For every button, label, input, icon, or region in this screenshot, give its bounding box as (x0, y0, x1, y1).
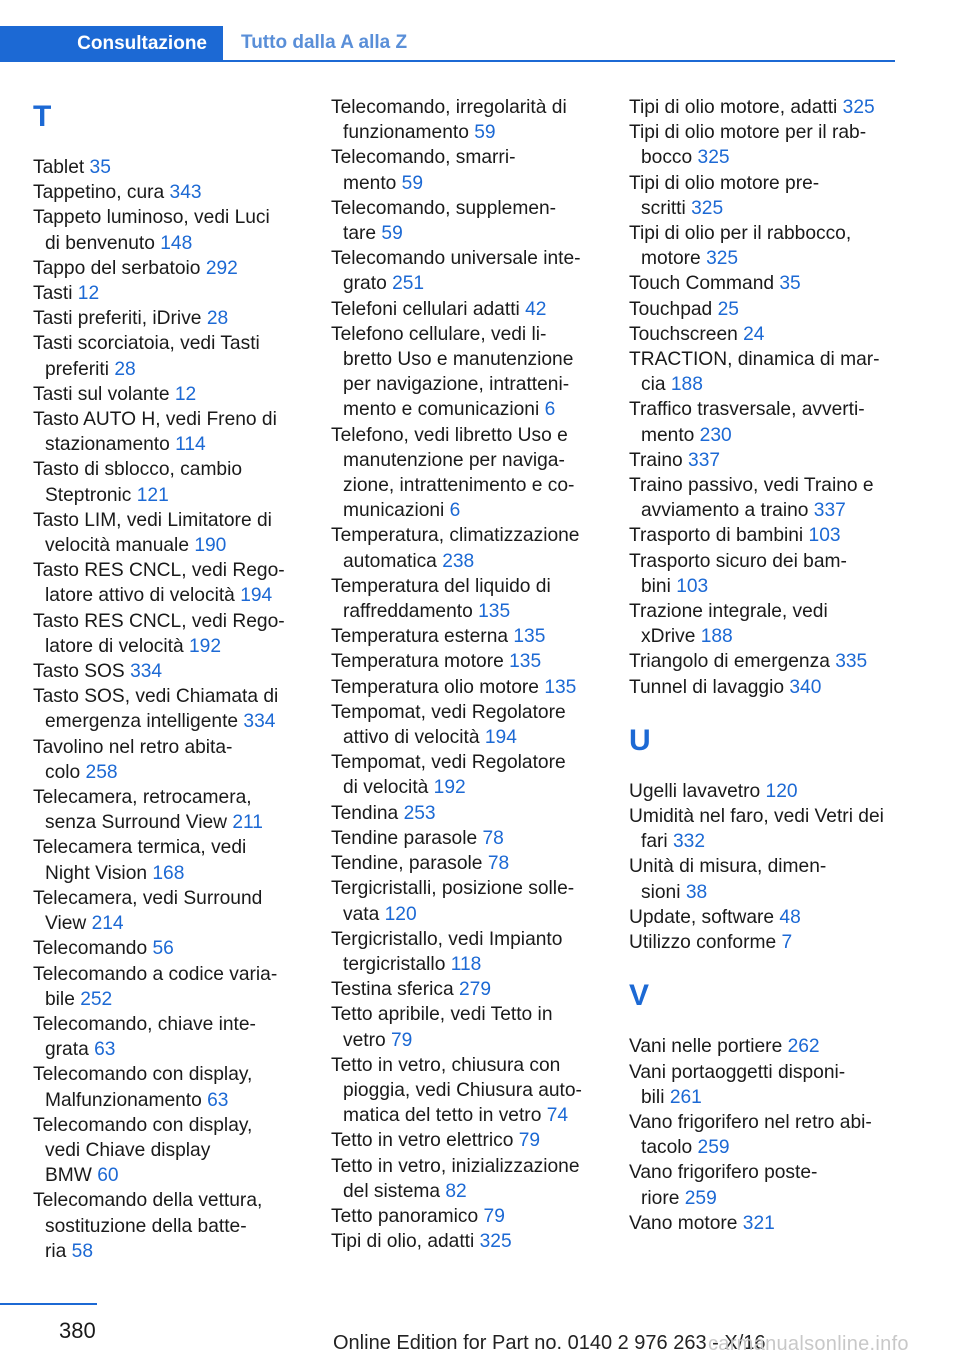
index-entry (629, 171, 894, 221)
page-reference-link[interactable]: 194 (240, 585, 273, 607)
index-entry-text: Tetto in vetro, chiusura con pioggia, vedi Chiusura auto‐ matica del tetto in vetro (331, 1054, 582, 1127)
index-entry-text: Tasti scorciatoia, vedi Tasti preferiti (33, 333, 260, 380)
index-entry-text: Telecomando della vettura, sostituzione della batte‐ ria (33, 1190, 263, 1262)
index-entry (331, 1229, 596, 1254)
page-reference-link[interactable]: 6 (544, 399, 556, 421)
index-entry (629, 1110, 894, 1160)
index-entry-text: Telecamera, vedi Surround View (33, 887, 263, 935)
page-reference-link[interactable]: 340 (789, 676, 822, 698)
index-entry-text: Vano frigorifero nel retro abi‐ tacolo (629, 1111, 872, 1159)
index-entry (629, 95, 894, 120)
index-entry-text: Telecomando, supplemen‐ tare (331, 197, 557, 245)
index-entry (331, 95, 596, 145)
index-entry (331, 1204, 596, 1229)
index-entry (629, 271, 894, 296)
index-entry (629, 120, 894, 170)
index-letter-heading: U (629, 723, 651, 757)
index-entry-text: Tetto in vetro, inizializzazione del sistema (331, 1155, 580, 1202)
index-entry (629, 804, 894, 854)
page-reference-link[interactable]: 238 (442, 550, 475, 572)
page-reference-link[interactable]: 24 (743, 323, 765, 345)
index-column-2 (331, 95, 596, 1254)
index-entry (33, 306, 298, 331)
index-entry-text: Tasto SOS, vedi Chiamata di emergenza intelligente (33, 686, 279, 733)
page-reference-link[interactable]: 192 (189, 635, 222, 657)
index-letter-heading: T (33, 100, 52, 133)
index-entry (629, 523, 894, 548)
index-entry (629, 297, 894, 322)
page-reference-link[interactable]: 56 (152, 938, 174, 960)
index-entry-text: Unità di misura, dimen‐ sioni (629, 856, 827, 903)
index-entry (331, 750, 596, 800)
index-entry (33, 155, 298, 180)
index-entry-text: Telefono, vedi libretto Uso e manutenzione per naviga‐ zione, intrattenimento e co‐ municazioni (331, 424, 575, 522)
index-entry-text: Vani portaoggetti disponi‐ bili (629, 1061, 846, 1108)
page-reference-link[interactable]: 12 (174, 383, 197, 405)
index-entry-text: Trasporto di bambini (629, 525, 804, 547)
index-entry-text: Tempomat, vedi Regolatore attivo di velocità (331, 701, 566, 749)
page-reference-link[interactable]: 148 (160, 232, 193, 254)
page-reference-link[interactable]: 120 (765, 780, 798, 802)
index-entry (33, 256, 298, 281)
index-entry-text: Tipi di olio motore pre‐ scritti (629, 172, 820, 219)
index-entry (331, 927, 596, 977)
index-entry (33, 1188, 298, 1264)
page-reference-link[interactable]: 28 (206, 308, 229, 330)
index-entry-text: Tasto RES CNCL, vedi Rego‐ latore di velocità (33, 610, 285, 657)
index-entry (331, 700, 596, 750)
index-entry-text: Tappo del serbatoio (33, 257, 201, 279)
index-entry (331, 1154, 596, 1204)
page-reference-link[interactable]: 59 (401, 172, 424, 194)
page-reference-link[interactable]: 60 (97, 1165, 119, 1187)
page-reference-link[interactable]: 79 (391, 1029, 413, 1051)
index-entry (331, 624, 596, 649)
page-reference-link[interactable]: 135 (544, 676, 577, 698)
index-entry-text: Temperatura esterna (331, 626, 509, 648)
page-reference-link[interactable]: 337 (688, 449, 721, 471)
page-reference-link[interactable]: 103 (676, 575, 709, 597)
page-reference-link[interactable]: 48 (779, 906, 801, 928)
index-entry (33, 735, 298, 785)
index-entry-text: Tempomat, vedi Regolatore di velocità (331, 752, 566, 799)
index-entry (331, 297, 596, 322)
index-entry (331, 1128, 596, 1153)
index-entry (33, 508, 298, 558)
page-reference-link[interactable]: 188 (670, 374, 703, 396)
index-entry (33, 962, 298, 1012)
page-reference-link[interactable]: 135 (478, 601, 511, 623)
index-entry (331, 649, 596, 674)
index-entry-text: Tetto panoramico (331, 1205, 479, 1227)
page-reference-link[interactable]: 74 (546, 1105, 569, 1127)
index-entry (33, 936, 298, 961)
index-entry (33, 281, 298, 306)
index-entry (629, 779, 894, 804)
index-entry-text: Triangolo di emergenza (629, 651, 830, 673)
index-entry-text: Touchpad (629, 298, 713, 320)
page-reference-link[interactable]: 12 (77, 283, 100, 305)
page-reference-link[interactable]: 79 (518, 1130, 541, 1152)
index-column-3 (629, 95, 894, 1236)
index-entry (331, 196, 596, 246)
index-entry-text: Tendine, parasole (331, 853, 483, 875)
index-entry-text: Tavolino nel retro abita‐ colo (33, 736, 233, 783)
page-reference-link[interactable]: 332 (673, 831, 706, 853)
page-reference-link[interactable]: 63 (94, 1039, 116, 1061)
page-reference-link[interactable]: 135 (509, 651, 542, 673)
index-entry-text: Temperatura del liquido di raffreddamento (331, 575, 551, 623)
index-entry-text: TRACTION, dinamica di mar‐ cia (629, 349, 880, 396)
index-entry-text: Traino passivo, vedi Traino e avviamento a traino (629, 475, 874, 522)
index-entry (33, 558, 298, 608)
index-entry-text: Vano frigorifero poste‐ riore (629, 1162, 818, 1209)
index-entry-text: Tablet (33, 157, 85, 178)
index-entry-text: Tappetino, cura (33, 182, 165, 204)
index-entry-text: Vano motore (629, 1212, 738, 1234)
index-entry-text: Touch Command (629, 273, 775, 295)
page-reference-link[interactable]: 59 (381, 223, 403, 245)
index-entry-text: Telefoni cellulari adatti (331, 298, 520, 320)
index-entry-text: Vani nelle portiere (629, 1036, 783, 1058)
index-entry (33, 785, 298, 835)
page-reference-link[interactable]: 42 (525, 298, 547, 320)
index-entry-text: Tetto in vetro elettrico (331, 1130, 514, 1152)
index-entry (331, 826, 596, 851)
page-reference-link[interactable]: 325 (842, 97, 875, 118)
index-entry-text: Telecamera termica, vedi Night Vision (33, 837, 247, 884)
page-reference-link[interactable]: 188 (700, 626, 733, 648)
index-entry-text: Traffico trasversale, avverti‐ mento (629, 399, 865, 446)
index-entry-text: Tasti preferiti, iDrive (33, 308, 202, 330)
page-reference-link[interactable]: 192 (433, 777, 466, 799)
index-entry (33, 382, 298, 407)
index-entry-text: Tipi di olio motore, adatti (629, 97, 838, 118)
index-entry (33, 457, 298, 507)
index-entry (33, 886, 298, 936)
index-entry (629, 905, 894, 930)
index-entry (629, 649, 894, 674)
page-reference-link[interactable]: 78 (487, 853, 510, 875)
page-reference-link[interactable]: 334 (243, 711, 276, 733)
index-entry (629, 221, 894, 271)
page-reference-link[interactable]: 120 (384, 903, 417, 925)
index-entry (33, 1062, 298, 1112)
index-entry-text: Tasti sul volante (33, 383, 170, 405)
page-reference-link[interactable]: 259 (684, 1187, 717, 1209)
index-entry (629, 599, 894, 649)
index-entry (33, 407, 298, 457)
index-entry-text: Telecomando, smarri‐ mento (331, 147, 516, 194)
index-entry (331, 675, 596, 700)
index-entry (331, 801, 596, 826)
index-entry (629, 1160, 894, 1210)
index-entry (331, 423, 596, 524)
index-entry-text: Tasto LIM, vedi Limitatore di velocità manuale (33, 509, 272, 557)
page-reference-link[interactable]: 59 (474, 122, 496, 144)
index-entry-text: Tunnel di lavaggio (629, 676, 785, 698)
index-entry (331, 246, 596, 296)
index-entry (629, 930, 894, 955)
index-entry (331, 322, 596, 423)
page-reference-link[interactable]: 325 (479, 1231, 512, 1253)
index-entry-text: Update, software (629, 906, 775, 928)
index-entry-text: Trasporto sicuro dei bam‐ bini (629, 550, 847, 597)
page-reference-link[interactable]: 325 (697, 147, 730, 169)
section-tab: Consultazione (0, 26, 223, 62)
edition-text: Online Edition for Part no. 0140 2 976 263 - X/16 (333, 1332, 766, 1354)
index-entry-text: Tappeto luminoso, vedi Luci di benvenuto (33, 207, 270, 254)
index-entry-text: Tasti (33, 283, 73, 305)
index-entry-text: Telecamera, retrocamera, senza Surround View (33, 787, 252, 834)
index-entry (331, 1002, 596, 1052)
index-entry-text: Telecomando, chiave inte‐ grata (33, 1013, 256, 1061)
page-reference-link[interactable]: 279 (458, 979, 491, 1001)
page-reference-link[interactable]: 118 (450, 953, 482, 975)
page-reference-link[interactable]: 292 (205, 257, 238, 279)
index-entry-text: Tendine parasole (331, 827, 478, 849)
index-entry-text: Tipi di olio per il rabbocco, motore (629, 223, 852, 270)
index-entry (33, 1012, 298, 1062)
page-reference-link[interactable]: 114 (175, 434, 206, 456)
index-entry (33, 205, 298, 255)
index-entry (331, 851, 596, 876)
index-entry-text: Umidità nel faro, vedi Vetri dei fari (629, 806, 884, 853)
page-reference-link[interactable]: 325 (706, 248, 739, 270)
page-reference-link[interactable]: 334 (130, 661, 163, 683)
index-entry (629, 854, 894, 904)
page-reference-link[interactable]: 25 (717, 298, 739, 320)
index-entry (33, 331, 298, 381)
index-entry (331, 876, 596, 926)
index-entry (629, 1211, 894, 1236)
page-reference-link[interactable]: 258 (85, 761, 118, 783)
page-reference-link[interactable]: 38 (685, 881, 708, 903)
page-reference-link[interactable]: 325 (691, 197, 724, 219)
page-reference-link[interactable]: 262 (787, 1036, 820, 1058)
index-entry-text: Traino (629, 449, 683, 471)
index-entry-text: Telefono cellulare, vedi li‐ bretto Uso e manutenzione per navigazione, intratteni‐ mento e comunicazioni (331, 323, 574, 421)
page-header (0, 26, 895, 62)
header-rule (0, 60, 895, 62)
index-entry (331, 145, 596, 195)
page-reference-link[interactable]: 252 (80, 988, 113, 1010)
index-entry (629, 397, 894, 447)
index-entry-text: Telecomando a codice varia‐ bile (33, 963, 278, 1010)
index-entry (629, 675, 894, 700)
index-entry (331, 523, 596, 573)
index-entry (33, 1113, 298, 1189)
index-entry-text: Tendina (331, 802, 399, 824)
page-reference-link[interactable]: 251 (392, 273, 425, 295)
index-entry (629, 473, 894, 523)
index-entry-text: Telecomando universale inte‐ grato (331, 248, 581, 295)
index-entry-text: Telecomando con display, Malfunzionamento (33, 1064, 253, 1111)
index-entry (33, 180, 298, 205)
page-reference-link[interactable]: 335 (835, 651, 868, 673)
index-entry-text: Tetto apribile, vedi Tetto in vetro (331, 1004, 553, 1051)
page-reference-link[interactable]: 214 (91, 913, 124, 935)
index-entry-text: Telecomando (33, 938, 148, 960)
page-reference-link[interactable]: 135 (513, 626, 546, 648)
index-entry-text: Temperatura olio motore (331, 676, 539, 698)
index-entry-text: Tipi di olio motore per il rab‐ bocco (629, 122, 867, 169)
index-entry (33, 684, 298, 734)
index-entry (629, 448, 894, 473)
index-entry-text: Tergicristallo, vedi Impianto tergicristallo (331, 928, 563, 975)
page-reference-link[interactable]: 103 (808, 525, 841, 547)
index-entry-text: Tasto AUTO H, vedi Freno di stazionamento (33, 409, 277, 456)
index-entry-text: Telecomando con display, vedi Chiave display BMW (33, 1114, 253, 1187)
index-entry-text: Temperatura, climatizzazione automatica (331, 525, 580, 572)
index-entry-text: Testina sferica (331, 979, 454, 1001)
index-entry (331, 977, 596, 1002)
index-entry-text: Tasto SOS (33, 661, 125, 683)
index-entry-text: Trazione integrale, vedi xDrive (629, 601, 828, 648)
index-entry-text: Ugelli lavavetro (629, 780, 761, 802)
index-entry-text: Tasto di sblocco, cambio Steptronic (33, 459, 243, 506)
page-reference-link[interactable]: 78 (482, 827, 504, 849)
page-reference-link[interactable]: 211 (232, 812, 263, 834)
page-reference-link[interactable]: 35 (89, 157, 111, 178)
page-reference-link[interactable]: 79 (483, 1205, 505, 1227)
index-entry (629, 347, 894, 397)
index-entry (629, 1060, 894, 1110)
page-reference-link[interactable]: 58 (71, 1240, 94, 1262)
page-reference-link[interactable]: 337 (813, 500, 846, 522)
page-reference-link[interactable]: 190 (194, 535, 227, 557)
index-column-1 (33, 95, 298, 1264)
page-reference-link[interactable]: 168 (152, 862, 185, 884)
index-entry-text: Tergicristalli, posizione solle‐ vata (331, 878, 575, 925)
index-entry (33, 609, 298, 659)
index-entry (33, 659, 298, 684)
page-reference-link[interactable]: 6 (449, 500, 461, 522)
index-entry-text: Touchscreen (629, 323, 738, 345)
index-entry-text: Tipi di olio, adatti (331, 1231, 475, 1253)
page-reference-link[interactable]: 259 (697, 1137, 730, 1159)
index-entry (331, 1053, 596, 1129)
page-reference-link[interactable]: 261 (669, 1086, 702, 1108)
page-reference-link[interactable]: 82 (445, 1180, 467, 1202)
index-entry (33, 835, 298, 885)
page-reference-link[interactable]: 63 (207, 1089, 229, 1111)
index-entry (331, 574, 596, 624)
index-entry-text: Tasto RES CNCL, vedi Rego‐ latore attivo di velocità (33, 560, 285, 607)
page-reference-link[interactable]: 343 (169, 182, 202, 204)
page-number: 380 (59, 1318, 96, 1343)
footer-rule (0, 1303, 97, 1305)
index-entry-text: Utilizzo conforme (629, 932, 777, 954)
index-entry-text: Telecomando, irregolarità di funzionamento (331, 97, 567, 144)
watermark: carmanualsonline.info (708, 1333, 909, 1355)
index-entry-text: Temperatura motore (331, 651, 504, 673)
page-reference-link[interactable]: 121 (136, 484, 169, 506)
page-reference-link[interactable]: 7 (781, 932, 793, 954)
page-reference-link[interactable]: 35 (779, 273, 801, 295)
page-reference-link[interactable]: 28 (114, 358, 136, 380)
page-reference-link[interactable]: 230 (699, 424, 732, 446)
page-reference-link[interactable]: 321 (742, 1212, 775, 1234)
page-reference-link[interactable]: 194 (484, 727, 517, 749)
page-reference-link[interactable]: 253 (403, 802, 436, 824)
index-entry (629, 549, 894, 599)
index-entry (629, 1034, 894, 1059)
subsection-tab: Tutto dalla A alla Z (241, 32, 408, 53)
index-letter-heading: V (629, 979, 650, 1013)
index-entry (629, 322, 894, 347)
